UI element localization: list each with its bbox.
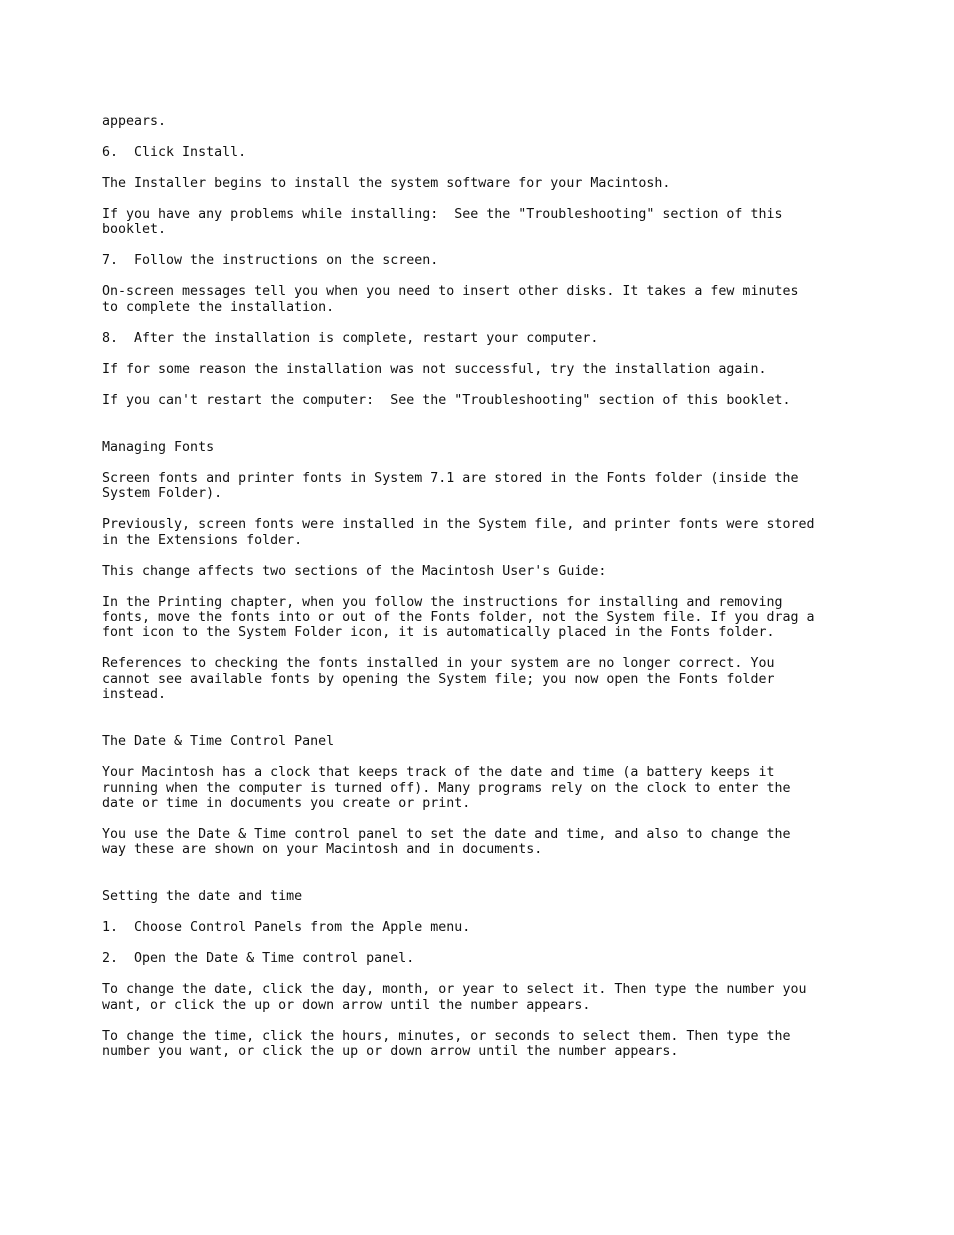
- text-line: In the Printing chapter, when you follow the instructions for installing and removing: [102, 594, 783, 610]
- fonts-location: [102, 471, 902, 502]
- text-line: References to checking the fonts installed in your system are no longer correct. You: [102, 656, 775, 672]
- date-step-2: [102, 951, 902, 966]
- text-line: Your Macintosh has a clock that keeps track of the date and time (a battery keeps it: [102, 765, 775, 781]
- fonts-references: [102, 656, 902, 702]
- document-page: [102, 114, 902, 1075]
- text-line: The Installer begins to install the system software for your Macintosh.: [102, 176, 671, 191]
- text-line: Previously, screen fonts were installed in the System file, and printer fonts were stored: [102, 517, 815, 533]
- change-time: [102, 1029, 902, 1060]
- heading-text: Setting the date and time: [102, 889, 303, 905]
- text-line: number you want, or click the up or down arrow until the number appears.: [102, 1044, 679, 1060]
- section-gap: [102, 718, 902, 734]
- text-line: way these are shown on your Macintosh and in documents.: [102, 842, 543, 858]
- retry-note: [102, 362, 902, 377]
- text-line: 2. Open the Date & Time control panel.: [102, 951, 415, 967]
- text-line: to complete the installation.: [102, 299, 335, 315]
- text-line: booklet.: [102, 222, 167, 238]
- text-line: instead.: [102, 687, 167, 703]
- text-line: System Folder).: [102, 486, 223, 502]
- text-line: fonts, move the fonts into or out of the Fonts folder, not the System file. If you drag a: [102, 610, 815, 626]
- text-line: To change the date, click the day, month, or year to select it. Then type the number you: [102, 982, 807, 998]
- text-line: appears.: [102, 114, 167, 129]
- text-line: If for some reason the installation was not successful, try the installation again.: [102, 361, 767, 377]
- text-line: in the Extensions folder.: [102, 532, 303, 548]
- heading-setting-date-time: [102, 889, 902, 904]
- troubleshooting-note-1: [102, 207, 902, 238]
- text-line: If you have any problems while installing: See the "Troubleshooting" section of this: [102, 207, 783, 222]
- text-line: 7. Follow the instructions on the screen.: [102, 253, 439, 269]
- intro-continuation: [102, 114, 902, 129]
- heading-text: Managing Fonts: [102, 439, 215, 455]
- step-6: [102, 145, 902, 160]
- text-line: If you can't restart the computer: See the "Troubleshooting" section of this booklet.: [102, 392, 791, 408]
- text-line: want, or click the up or down arrow until the number appears.: [102, 997, 591, 1013]
- heading-date-time-panel: [102, 734, 902, 749]
- step-7: [102, 253, 902, 268]
- heading-managing-fonts: [102, 440, 902, 455]
- fonts-printing-chapter: [102, 595, 902, 641]
- restart-note: [102, 393, 902, 408]
- date-time-usage: [102, 827, 902, 858]
- section-gap: [102, 873, 902, 889]
- change-date: [102, 982, 902, 1013]
- fonts-change: [102, 564, 902, 579]
- fonts-previously: [102, 517, 902, 548]
- text-line: date or time in documents you create or print.: [102, 796, 471, 812]
- text-line: 8. After the installation is complete, restart your computer.: [102, 330, 599, 346]
- text-line: This change affects two sections of the Macintosh User's Guide:: [102, 563, 607, 579]
- text-line: Screen fonts and printer fonts in System 7.1 are stored in the Fonts folder (inside the: [102, 470, 799, 486]
- text-line: font icon to the System Folder icon, it is automatically placed in the Fonts folder.: [102, 625, 775, 641]
- heading-text: The Date & Time Control Panel: [102, 734, 335, 750]
- text-line: running when the computer is turned off). Many programs rely on the clock to enter the: [102, 780, 791, 796]
- section-gap: [102, 424, 902, 440]
- clock-intro: [102, 765, 902, 811]
- text-line: You use the Date & Time control panel to set the date and time, and also to change the: [102, 827, 791, 843]
- step-8: [102, 331, 902, 346]
- text-line: On-screen messages tell you when you need to insert other disks. It takes a few minutes: [102, 284, 799, 300]
- date-step-1: [102, 920, 902, 935]
- text-line: To change the time, click the hours, minutes, or seconds to select them. Then type the: [102, 1028, 791, 1044]
- text-line: 6. Click Install.: [102, 145, 247, 160]
- installer-note: [102, 176, 902, 191]
- onscreen-messages-note: [102, 284, 902, 315]
- text-line: cannot see available fonts by opening the System file; you now open the Fonts folder: [102, 671, 775, 687]
- text-line: 1. Choose Control Panels from the Apple menu.: [102, 920, 471, 936]
